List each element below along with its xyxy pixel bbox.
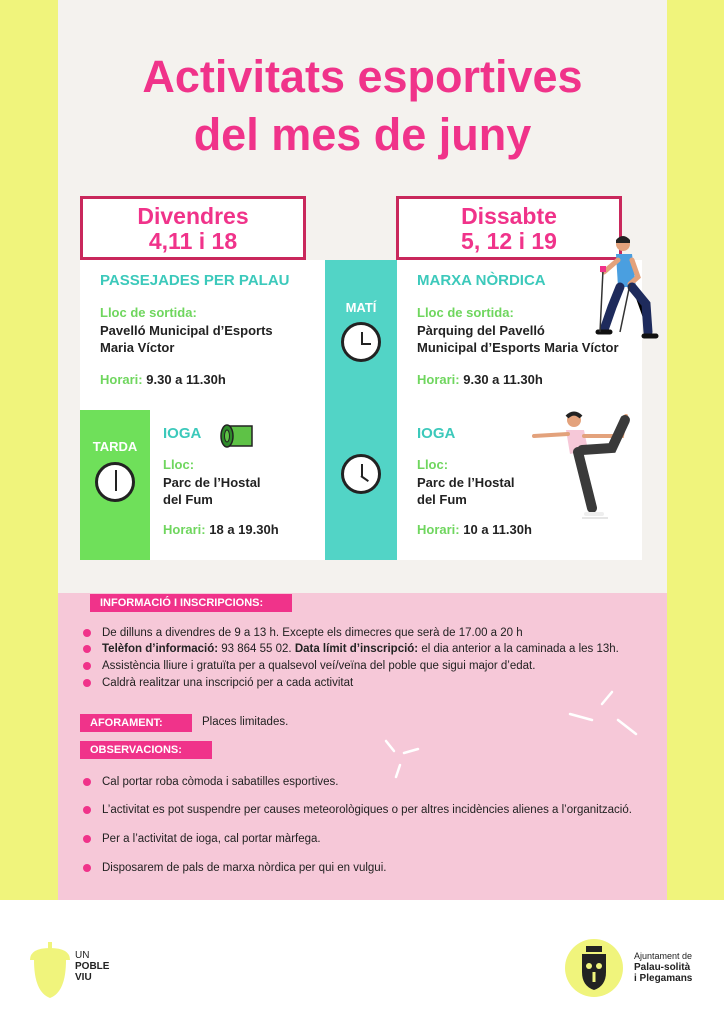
yoga-pose-illustration bbox=[530, 408, 640, 520]
saturday-name: Dissabte bbox=[461, 203, 557, 229]
nordic-place-line1: Pàrquing del Pavelló bbox=[417, 323, 545, 338]
info-label: INFORMACIÓ I INSCRIPCIONS: bbox=[90, 594, 292, 612]
sparkle-decoration bbox=[566, 690, 646, 740]
yoga-friday-place-line2: del Fum bbox=[163, 492, 213, 507]
observation-item: L’activitat es pot suspendre per causes meteorològiques o per altres incidències alienes a l’organització. bbox=[83, 803, 632, 817]
morning-band bbox=[325, 260, 397, 560]
yoga-saturday-time bbox=[417, 521, 532, 538]
yoga-saturday-place-label: Lloc: bbox=[417, 457, 449, 472]
logo-right-line2: Palau-solità bbox=[634, 962, 691, 973]
deadline-text: el dia anterior a la caminada a les 13h. bbox=[418, 643, 619, 655]
info-phone bbox=[83, 642, 619, 656]
saturday-header bbox=[396, 196, 622, 260]
clock-icon bbox=[341, 454, 381, 494]
walk-title: PASSEJADES PER PALAU bbox=[100, 272, 290, 289]
yoga-friday-title: IOGA bbox=[163, 425, 202, 442]
acorn-logo-icon bbox=[28, 940, 72, 1000]
poble-viu-logo bbox=[75, 950, 109, 983]
observation-item: Per a l’activitat de ioga, cal portar màrfega. bbox=[83, 832, 321, 846]
phone-number: 93 864 55 02. bbox=[218, 643, 295, 655]
info-attendance: Assistència lliure i gratuïta per a qualsevol veí/veïna del poble que sigui major d’edat. bbox=[83, 659, 535, 673]
nordic-place-line2: Municipal d’Esports Maria Víctor bbox=[417, 340, 619, 355]
observations-label: OBSERVACIONS: bbox=[80, 741, 212, 759]
yoga-friday-place-line1: Parc de l’Hostal bbox=[163, 475, 261, 490]
friday-dates: 4,11 i 18 bbox=[148, 228, 238, 254]
phone-label: Telèfon d’informació: bbox=[102, 643, 219, 655]
friday-name: Divendres bbox=[137, 203, 249, 229]
walk-place-line1: Pavelló Municipal d’Esports bbox=[100, 323, 273, 338]
morning-label: MATÍ bbox=[345, 300, 377, 315]
nordic-title: MARXA NÒRDICA bbox=[417, 272, 546, 289]
logo-right-line3: i Plegamans bbox=[634, 973, 693, 984]
walk-time bbox=[100, 371, 226, 388]
walk-time-label: Horari: bbox=[100, 372, 143, 387]
info-registration: Caldrà realitzar una inscripció per a cada activitat bbox=[83, 676, 353, 690]
sparkle-decoration bbox=[378, 735, 428, 780]
nordic-place-label: Lloc de sortida: bbox=[417, 305, 514, 320]
yoga-friday-time-value: 18 a 19.30h bbox=[209, 522, 279, 537]
nordic-time bbox=[417, 371, 543, 388]
afternoon-label: TARDA bbox=[92, 439, 138, 454]
yoga-saturday-place-line1: Parc de l’Hostal bbox=[417, 475, 515, 490]
logo-left-line2: POBLE bbox=[75, 961, 110, 972]
yoga-friday-time-label: Horari: bbox=[163, 522, 206, 537]
info-hours: De dilluns a divendres de 9 a 13 h. Excepte els dimecres que serà de 17.00 a 20 h bbox=[83, 626, 523, 640]
observation-item: Cal portar roba còmoda i sabatilles esportives. bbox=[83, 775, 339, 789]
saturday-dates: 5, 12 i 19 bbox=[461, 228, 557, 254]
yoga-saturday-time-label: Horari: bbox=[417, 522, 460, 537]
capacity-text: Places limitades. bbox=[202, 716, 289, 728]
town-hall-logo bbox=[634, 951, 692, 984]
page-title bbox=[58, 48, 667, 164]
nordic-time-label: Horari: bbox=[417, 372, 460, 387]
logo-right-line1: Ajuntament de bbox=[634, 951, 693, 961]
logo-left-line3: VIU bbox=[75, 972, 92, 983]
yoga-friday-time bbox=[163, 521, 279, 538]
walk-place-label: Lloc de sortida: bbox=[100, 305, 197, 320]
walk-time-value: 9.30 a 11.30h bbox=[146, 372, 226, 387]
capacity-label: AFORAMENT: bbox=[80, 714, 192, 732]
yoga-saturday-place-line2: del Fum bbox=[417, 492, 467, 507]
deadline-label: Data límit d’inscripció: bbox=[294, 643, 419, 655]
walk-place-line2: Maria Víctor bbox=[100, 340, 175, 355]
yoga-friday-place-label: Lloc: bbox=[163, 457, 195, 472]
afternoon-band bbox=[80, 410, 150, 560]
right-yellow-band bbox=[667, 0, 724, 900]
yoga-saturday-time-value: 10 a 11.30h bbox=[463, 522, 532, 537]
town-seal-icon bbox=[564, 938, 624, 998]
nordic-time-value: 9.30 a 11.30h bbox=[463, 372, 543, 387]
left-yellow-band bbox=[0, 0, 58, 900]
title-line-2: del mes de juny bbox=[193, 109, 532, 160]
friday-header bbox=[80, 196, 306, 260]
title-line-1: Activitats esportives bbox=[142, 51, 583, 102]
yoga-mat-icon bbox=[220, 419, 253, 449]
observation-item: Disposarem de pals de marxa nòrdica per qui en vulgui. bbox=[83, 861, 386, 875]
nordic-walker-illustration bbox=[590, 232, 660, 344]
logo-left-line1: UN bbox=[75, 950, 90, 961]
clock-icon bbox=[341, 322, 381, 362]
yoga-saturday-title: IOGA bbox=[417, 425, 456, 442]
clock-icon bbox=[95, 462, 135, 502]
